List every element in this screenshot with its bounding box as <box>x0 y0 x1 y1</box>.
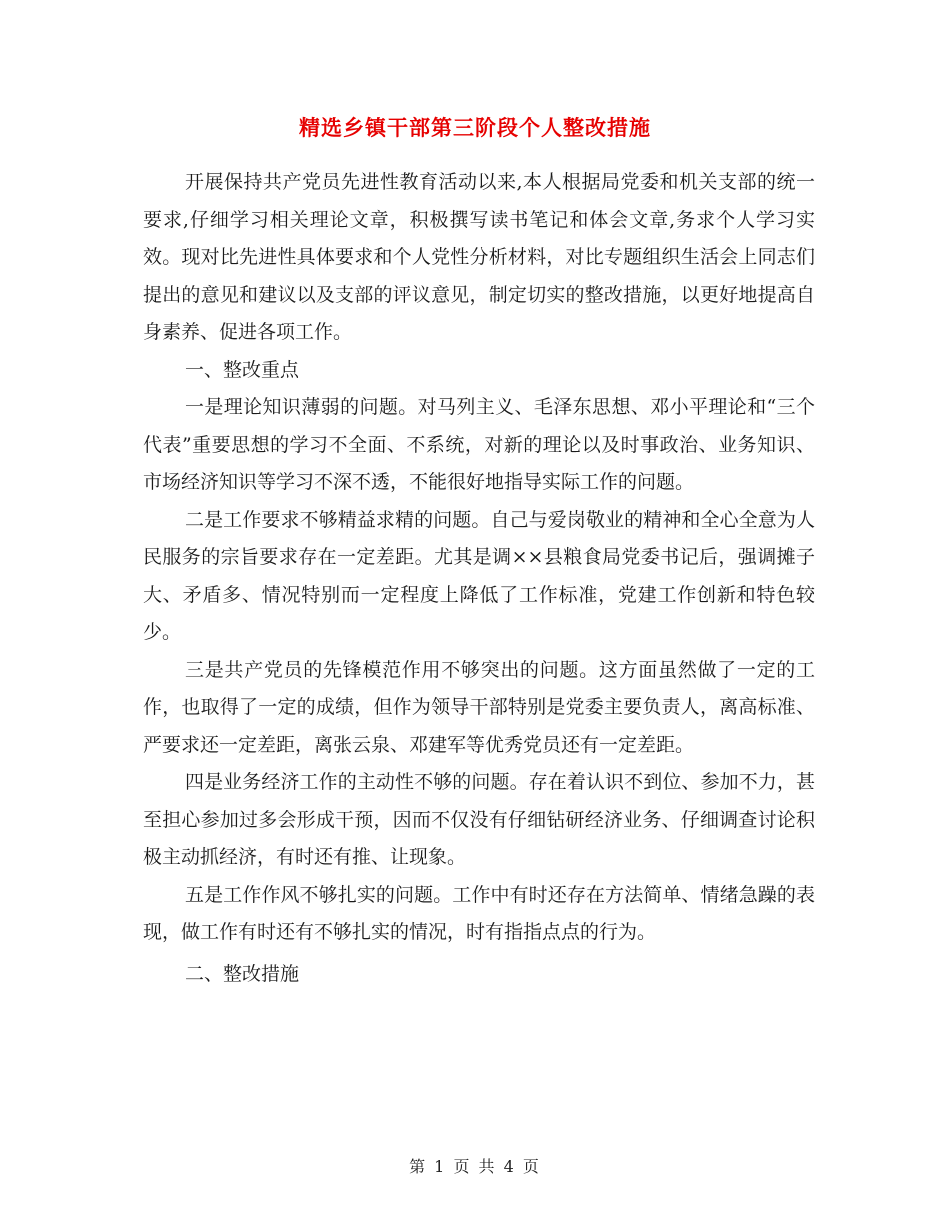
point-paragraph-2: 二是工作要求不够精益求精的问题。自己与爱岗敬业的精神和全心全意为人民服务的宗旨要求存在一定差距。尤其是调××县粮食局党委书记后，强调摊子大、矛盾多、情况特别而一定程度上降低了工作标准，党建工作创新和特色较少。 <box>143 508 815 643</box>
point-paragraph-1: 一是理论知识薄弱的问题。对马列主义、毛泽东思想、邓小平理论和“三个代表”重要思想的学习不全面、不系统，对新的理论以及时事政治、业务知识、市场经济知识等学习不深不透，不能很好地指导实际工作的问题。 <box>143 396 815 493</box>
section-heading-1: 一、整改重点 <box>185 358 300 381</box>
document-body <box>143 164 815 993</box>
page-number-footer: 第 1 页 共 4 页 <box>409 1157 541 1176</box>
point-paragraph-4: 四是业务经济工作的主动性不够的问题。存在着认识不到位、参加不力，甚至担心参加过多会形成干预，因而不仅没有仔细钻研经济业务、仔细调查讨论积极主动抓经济，有时还有推、让现象。 <box>143 771 815 868</box>
point-paragraph-3: 三是共产党员的先锋模范作用不够突出的问题。这方面虽然做了一定的工作，也取得了一定的成绩，但作为领导干部特别是党委主要负责人，离高标准、严要求还一定差距，离张云泉、邓建军等优秀党员还有一定差距。 <box>143 658 815 756</box>
point-paragraph-5: 五是工作作风不够扎实的问题。工作中有时还存在方法简单、情绪急躁的表现，做工作有时还有不够扎实的情况，时有指指点点的行为。 <box>143 883 815 943</box>
document-title: 精选乡镇干部第三阶段个人整改措施 <box>299 115 651 140</box>
intro-paragraph: 开展保持共产党员先进性教育活动以来,本人根据局党委和机关支部的统一要求,仔细学习相关理论文章，积极撰写读书笔记和体会文章,务求个人学习实效。现对比先进性具体要求和个人党性分析材料，对比专题组织生活会上同志们提出的意见和建议以及支部的评议意见，制定切实的整改措施，以更好地提高自身素养、促进各项工作。 <box>143 171 815 343</box>
section-heading-2: 二、整改措施 <box>185 962 300 985</box>
